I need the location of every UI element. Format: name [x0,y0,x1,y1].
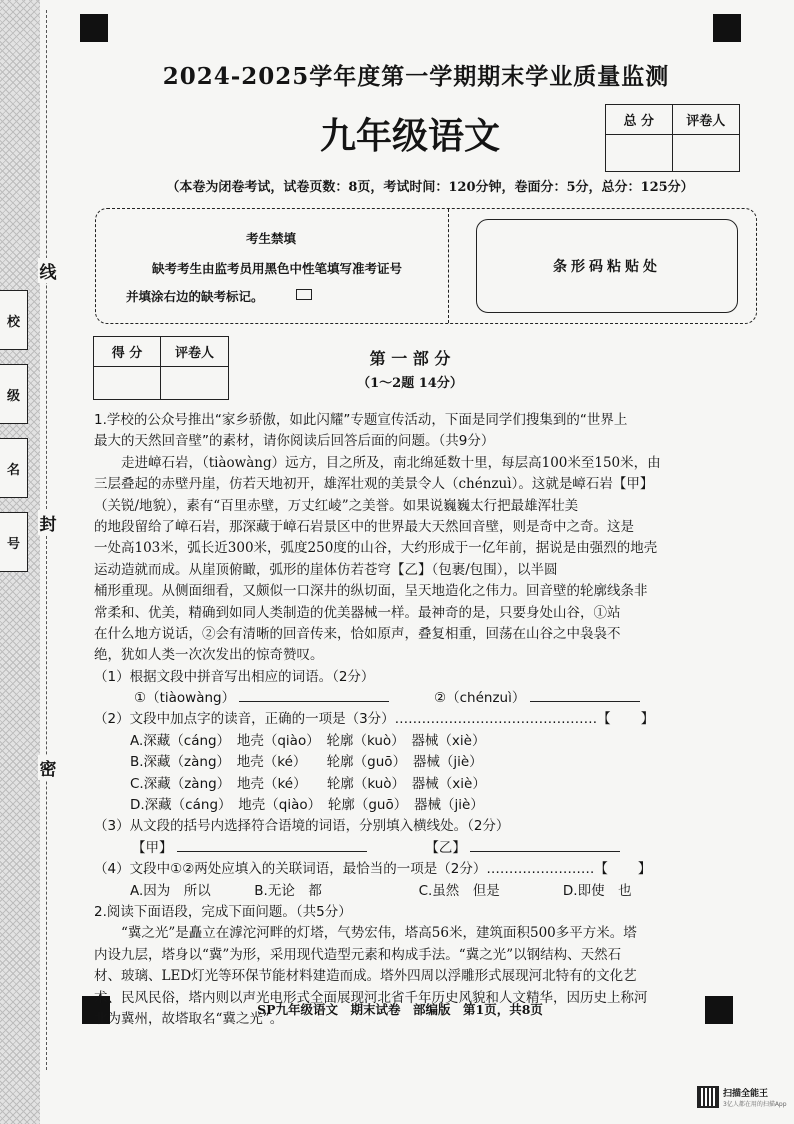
q1-sub4-option[interactable]: C.虽然 但是 [418,882,500,899]
q1-passage-line: 三层叠起的赤壁丹崖，仿若天地初开，雄浑壮观的美景令人（chénzuì）。这就是嶂石岩【甲】 [94,476,654,493]
q2-passage-line: 内设九层，塔身以“冀”为形，采用现代造型元素和构成手法。“冀之光”以钢结构、天然石 [94,946,622,963]
q1-passage-line: 的地段留给了嶂石岩，那深藏于嶂石岩景区中的世界最大天然回音壁，则是奇中之奇。这是 [94,518,634,535]
candidate-instruction-1: 缺考考生由监考员用黑色中性笔填写准考证号 [152,261,403,276]
q1-sub3-b-label: 【乙】 [425,839,466,856]
q1-sub3-answers [94,838,754,859]
exam-info: （本卷为闭卷考试，试卷页数：8页，考试时间：120分钟，卷面分：5分，总分：125分） [166,180,694,195]
side-field-school: 校 [0,290,28,350]
total-score-table [605,104,740,172]
q1-stem: 最大的天然回音壁”的素材，请你阅读后回答后面的问题。（共9分） [94,433,495,450]
binding-char-seal2: 密 [38,755,58,780]
grader-label: 评卷人 [673,105,740,135]
part-title: 第 一 部 分 [369,349,451,368]
q1-sub1-b-label: ②（chénzuì） [434,690,526,707]
subject-title: 九年级语文 [319,116,500,157]
section-grader-cell[interactable] [161,367,228,399]
grader-cell[interactable] [673,135,740,171]
q1-passage-line: 在什么地方说话，②会有清晰的回音传来，恰如原声，叠复相重，回荡在山谷之中袅袅不 [94,625,621,642]
q1-sub4-option[interactable]: B.无论 都 [254,882,322,899]
q1-sub1-a-blank[interactable] [239,701,389,702]
q1-option[interactable]: B.深藏（zàng） 地壳（ké） 轮廓（guō） 器械（jiè） [130,754,483,771]
binding-char-seal: 封 [38,510,58,535]
section-grader-label: 评卷人 [161,337,228,367]
q1-passage-line: 运动造就而成。从崖顶俯瞰，弧形的崖体仿若苍穹【乙】（包裹/包围），以半圆 [94,561,558,578]
q1-passage-line: 走进嶂石岩，（tiàowàng）远方，目之所及，南北绵延数十里，每层高100米至150米，由 [121,454,661,471]
binding-dashed-line [46,10,47,1070]
q1-sub1: （1）根据文段中拼音写出相应的词语。（2分） [94,668,375,685]
scanner-sub-text: 3亿人都在用的扫描App [723,1101,787,1108]
q1-passage-line: （关锐/地貌），素有“百里赤壁，万丈红崚”之美誉。如果说巍巍太行把最雄浑壮美 [94,497,579,514]
q2-passage-line: 北为冀州，故塔取名“冀之光”。 [94,1010,284,1027]
side-field-number: 号 [0,512,28,572]
q1-sub4-text: （4）文段中①②两处应填入的关联词语，最恰当的一项是（2分）……………………【 [94,861,608,878]
registration-mark [80,14,108,42]
q1-passage-line: 桶形重现。从侧面细看，又颇似一口深井的纵切面，呈天地造化之伟力。回音壁的轮廓线条非 [94,583,648,600]
q1-passage-line: 一处高103米，弧长近300米，弧度250度的山谷，大约形成于一亿年前，据说是由强烈的地壳 [94,540,658,557]
part-range: （1～2题 14分） [357,376,463,391]
q1-sub2-text: （2）文段中加点字的读音，正确的一项是（3分）………………………………………【 [94,711,611,728]
q1-sub4-bracket: 】 [637,861,652,878]
q1-stem: 1.学校的公众号推出“家乡骄傲，如此闪耀”专题宣传活动，下面是同学们搜集到的“世界上 [94,412,628,428]
q1-sub2-bracket: 】 [640,711,655,728]
scanner-label [723,1086,787,1108]
side-field-class: 级 [0,364,28,424]
page-footer: SP九年级语文 期末试卷 部编版 第1页，共8页 [257,1002,543,1017]
absence-mark-checkbox[interactable] [296,289,312,300]
scanner-label-text: 扫描全能王 [723,1089,769,1099]
q1-sub1-b-blank[interactable] [530,701,640,702]
q1-passage-line: 常柔和、优美，精确到如同人类制造的优美器械一样。最神奇的是，只要身处山谷，①站 [94,604,621,621]
q1-sub4-option[interactable]: A.因为 所以 [130,882,211,899]
total-score-label: 总 分 [606,105,673,135]
q1-sub4-option[interactable]: D.即使 也 [562,882,632,899]
q1-sub3: （3）从文段的括号内选择符合语境的词语，分别填入横线处。（2分） [94,818,510,835]
q1-sub1-answers [94,688,754,709]
scanner-watermark [697,1082,787,1112]
q1-sub3-b-blank[interactable] [470,851,620,852]
barcode-area: 条形码粘贴处 [476,219,738,313]
q2-stem: 2.阅读下面语段，完成下面问题。（共5分） [94,903,352,920]
q1-sub2 [94,709,754,730]
q2-passage-line: 术、民风民俗，塔内则以声光电形式全面展现河北省千年历史风貌和人文精华，因历史上称河 [94,989,648,1006]
q1-sub1-a-label: ①（tiàowàng） [134,690,236,707]
candidate-divider [448,209,449,323]
q1-sub4-options [94,881,754,902]
side-field-name: 名 [0,438,28,498]
candidate-box [95,208,757,324]
q1-option[interactable]: D.深藏（cáng） 地壳（qiào） 轮廓（guō） 器械（jiè） [130,797,484,814]
candidate-instruction-2: 并填涂右边的缺考标记。 [126,289,264,304]
total-score-cell[interactable] [606,135,673,171]
q1-option[interactable]: C.深藏（zàng） 地壳（ké） 轮廓（kuò） 器械（xiè） [130,775,486,792]
registration-mark [713,14,741,42]
q1-sub3-a-label: 【甲】 [132,839,173,856]
question-1 [94,410,754,1030]
exam-title: 2024-2025学年度第一学期期末学业质量监测 [162,63,670,90]
binding-char-line: 线 [38,258,58,283]
q2-passage-line: “冀之光”是矗立在滹沱河畔的灯塔，气势宏伟，塔高56米，建筑面积500多平方米。塔 [121,925,637,942]
q1-sub3-a-blank[interactable] [177,851,367,852]
q2-passage-line: 材、玻璃、LED灯光等环保节能材料建造而成。塔外四周以浮雕形式展现河北特有的文化艺 [94,968,637,985]
q1-option[interactable]: A.深藏（cáng） 地壳（qiào） 轮廓（kuò） 器械（xiè） [130,732,486,749]
q1-passage-line: 绝，犹如人类一次次发出的惊奇赞叹。 [94,647,324,664]
section-score-table [93,336,229,400]
q1-sub4 [94,859,754,880]
section-score-label: 得 分 [94,337,161,367]
candidate-heading: 考生禁填 [246,231,297,246]
qr-code-icon [697,1086,719,1108]
section-score-cell[interactable] [94,367,161,399]
